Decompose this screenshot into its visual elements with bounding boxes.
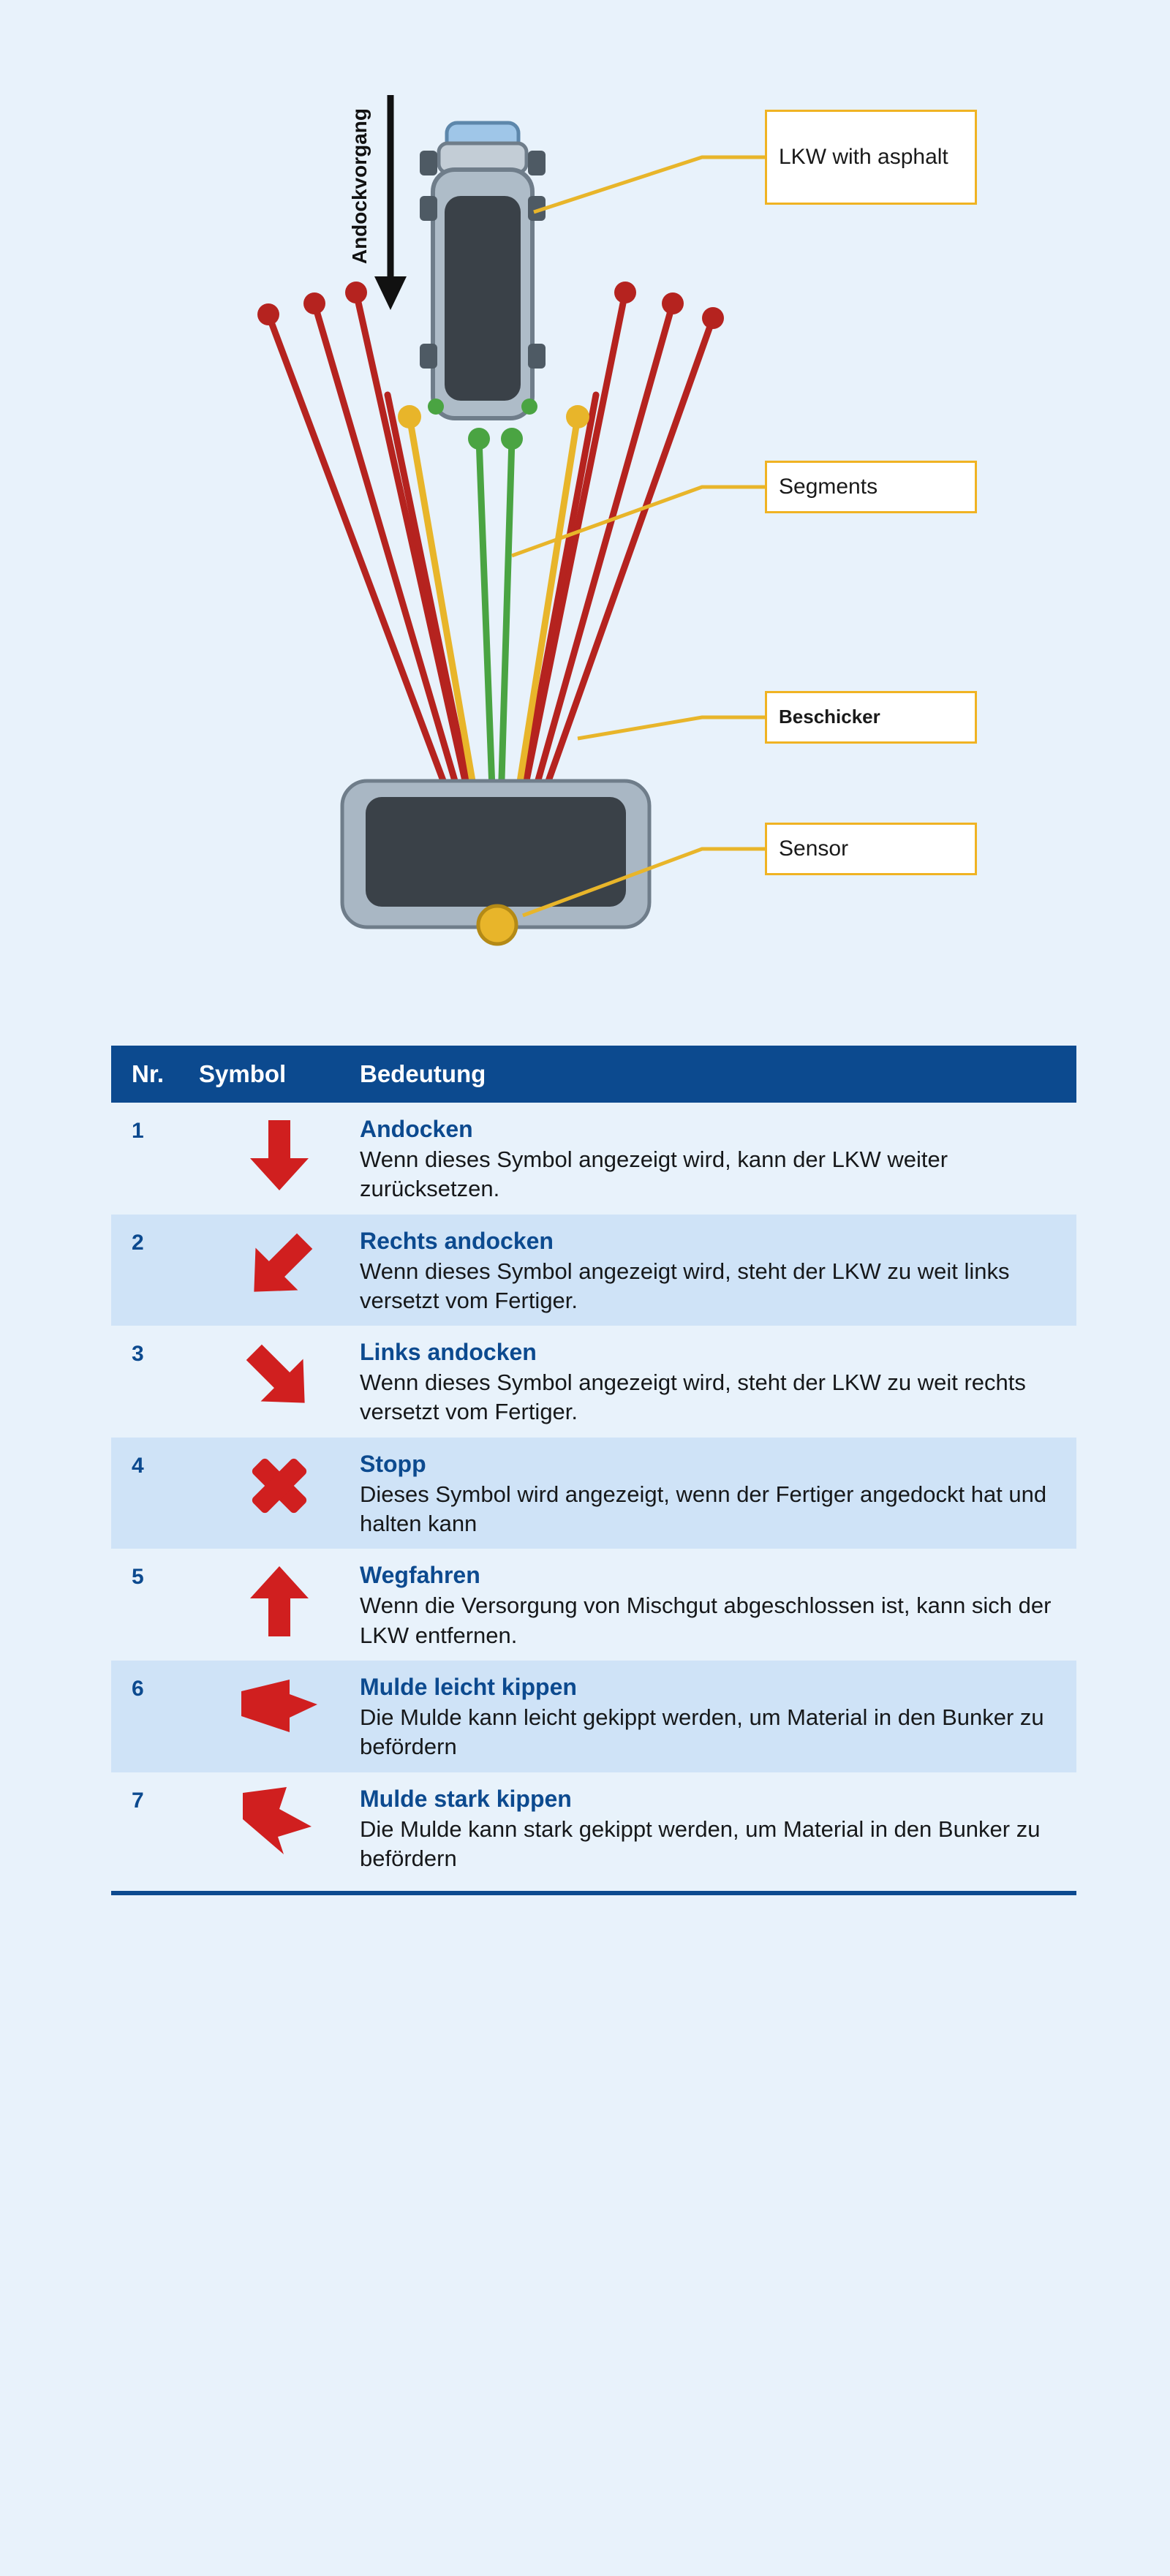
callout-segments-label: Segments	[779, 474, 878, 499]
row-symbol	[199, 1215, 360, 1326]
row-title: Andocken	[360, 1116, 473, 1142]
truck-with-asphalt	[420, 123, 546, 418]
tip-slightly-icon	[235, 1672, 323, 1742]
row-number: 1	[132, 1119, 144, 1143]
row-title: Wegfahren	[360, 1562, 480, 1589]
row-description: Wenn dieses Symbol angezeigt wird, steht der LKW zu weit links versetzt vom Fertiger.	[360, 1258, 1010, 1313]
row-description: Die Mulde kann leicht gekippt werden, um Material in den Bunker zu befördern	[360, 1704, 1044, 1760]
row-symbol	[199, 1772, 360, 1884]
docking-process-text: Andockvorgang	[348, 108, 371, 265]
header-symbol: Symbol	[199, 1060, 287, 1087]
callout-segments	[765, 461, 977, 513]
row-title: Stopp	[360, 1450, 426, 1477]
docking-process-label	[344, 80, 376, 292]
callout-sensor-label: Sensor	[779, 836, 849, 861]
callout-lkw-with-asphalt	[765, 110, 977, 205]
callout-lkw-label: LKW with asphalt	[779, 144, 948, 169]
arrow-down-icon	[244, 1114, 314, 1195]
table-row	[111, 1103, 1076, 1215]
table-row	[111, 1772, 1076, 1884]
arrow-down-left-icon	[239, 1226, 320, 1307]
row-symbol	[199, 1549, 360, 1661]
docking-illustration	[0, 0, 1170, 1009]
sensor-dot	[478, 906, 516, 944]
cross-x-icon	[243, 1449, 316, 1522]
table-row	[111, 1549, 1076, 1661]
row-title: Links andocken	[360, 1339, 537, 1366]
row-symbol	[199, 1103, 360, 1215]
docking-direction-arrow	[374, 95, 407, 310]
row-symbol	[199, 1661, 360, 1772]
table-header-row	[111, 1046, 1076, 1103]
symbol-meaning-table	[111, 1046, 1076, 1895]
callout-beschicker-label: Beschicker	[779, 706, 880, 728]
row-number: 6	[132, 1676, 144, 1701]
row-title: Rechts andocken	[360, 1227, 554, 1254]
arrow-down-right-icon	[239, 1337, 320, 1418]
row-description: Wenn dieses Symbol angezeigt wird, steht der LKW zu weit rechts versetzt vom Fertiger.	[360, 1370, 1026, 1425]
callout-sensor	[765, 823, 977, 875]
tip-strongly-icon	[235, 1784, 323, 1857]
row-description: Die Mulde kann stark gekippt werden, um Material in den Bunker zu befördern	[360, 1816, 1041, 1871]
illustration-svg	[0, 0, 1170, 1009]
table-bottom-rule	[111, 1891, 1076, 1895]
row-title: Mulde stark kippen	[360, 1785, 572, 1812]
row-number: 7	[132, 1788, 144, 1813]
arrow-up-icon	[244, 1560, 314, 1641]
row-symbol	[199, 1326, 360, 1438]
callout-beschicker	[765, 691, 977, 744]
row-symbol	[199, 1438, 360, 1549]
row-number: 3	[132, 1342, 144, 1367]
row-description: Wenn die Versorgung von Mischgut abgeschlossen ist, kann sich der LKW entfernen.	[360, 1593, 1052, 1648]
header-nr: Nr.	[132, 1060, 165, 1087]
table-row	[111, 1326, 1076, 1438]
header-meaning: Bedeutung	[360, 1060, 486, 1087]
table-row	[111, 1661, 1076, 1772]
table-row	[111, 1438, 1076, 1549]
row-description: Wenn dieses Symbol angezeigt wird, kann der LKW weiter zurücksetzen.	[360, 1147, 948, 1202]
row-number: 5	[132, 1565, 144, 1590]
row-title: Mulde leicht kippen	[360, 1673, 577, 1700]
row-description: Dieses Symbol wird angezeigt, wenn der Fertiger angedockt hat und halten kann	[360, 1481, 1047, 1537]
table-row	[111, 1215, 1076, 1326]
row-number: 4	[132, 1453, 144, 1478]
row-number: 2	[132, 1230, 144, 1255]
